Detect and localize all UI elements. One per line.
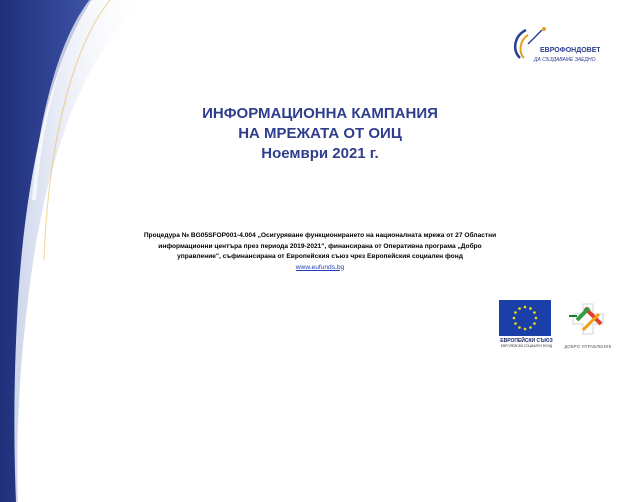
procedure-line-2: информационни центъра през периода 2019-2021", финансирана от Оперативна програма „Добро: [158, 242, 482, 250]
procedure-line-3: управление", съфинансирана от Европейския съюз чрез Европейския социален фонд: [177, 253, 463, 260]
title-line-1: ИНФОРМАЦИОННА КАМПАНИЯ: [202, 105, 438, 122]
eu-flag-icon: [499, 300, 551, 336]
good-governance-logo: [563, 300, 613, 348]
procedure-line-1: Процедура № BG05SFOP001-4.004 „Осигуряване функционирането на националната мрежа от 27 Областни: [143, 232, 497, 239]
eu-logo: [499, 300, 554, 352]
good-governance-caption: ДОБРО УПРАВЛЕНИЕ: [564, 344, 612, 349]
eufunds-link[interactable]: www.eufunds.bg: [295, 263, 345, 271]
good-governance-icon: [563, 300, 613, 338]
svg-text:ДА СЪЗДАВАМЕ ЗАЕДНО: ДА СЪЗДАВАМЕ ЗАЕДНО: [534, 57, 596, 63]
procedure-text: [140, 231, 500, 273]
title-line-3: Ноември 2021 г.: [261, 145, 379, 162]
eu-funds-logo: [510, 24, 600, 68]
eu-subcaption: ЕВРОПЕЙСКИ СОЦИАЛЕН ФОНД: [500, 344, 553, 348]
svg-text:ЕВРОФОНДОВЕТЕ: ЕВРОФОНДОВЕТЕ: [540, 47, 600, 54]
eu-caption: ЕВРОПЕЙСКИ СЪЮЗ: [500, 338, 553, 344]
slide-title: [150, 104, 490, 164]
title-line-2: НА МРЕЖАТА ОТ ОИЦ: [238, 125, 402, 142]
